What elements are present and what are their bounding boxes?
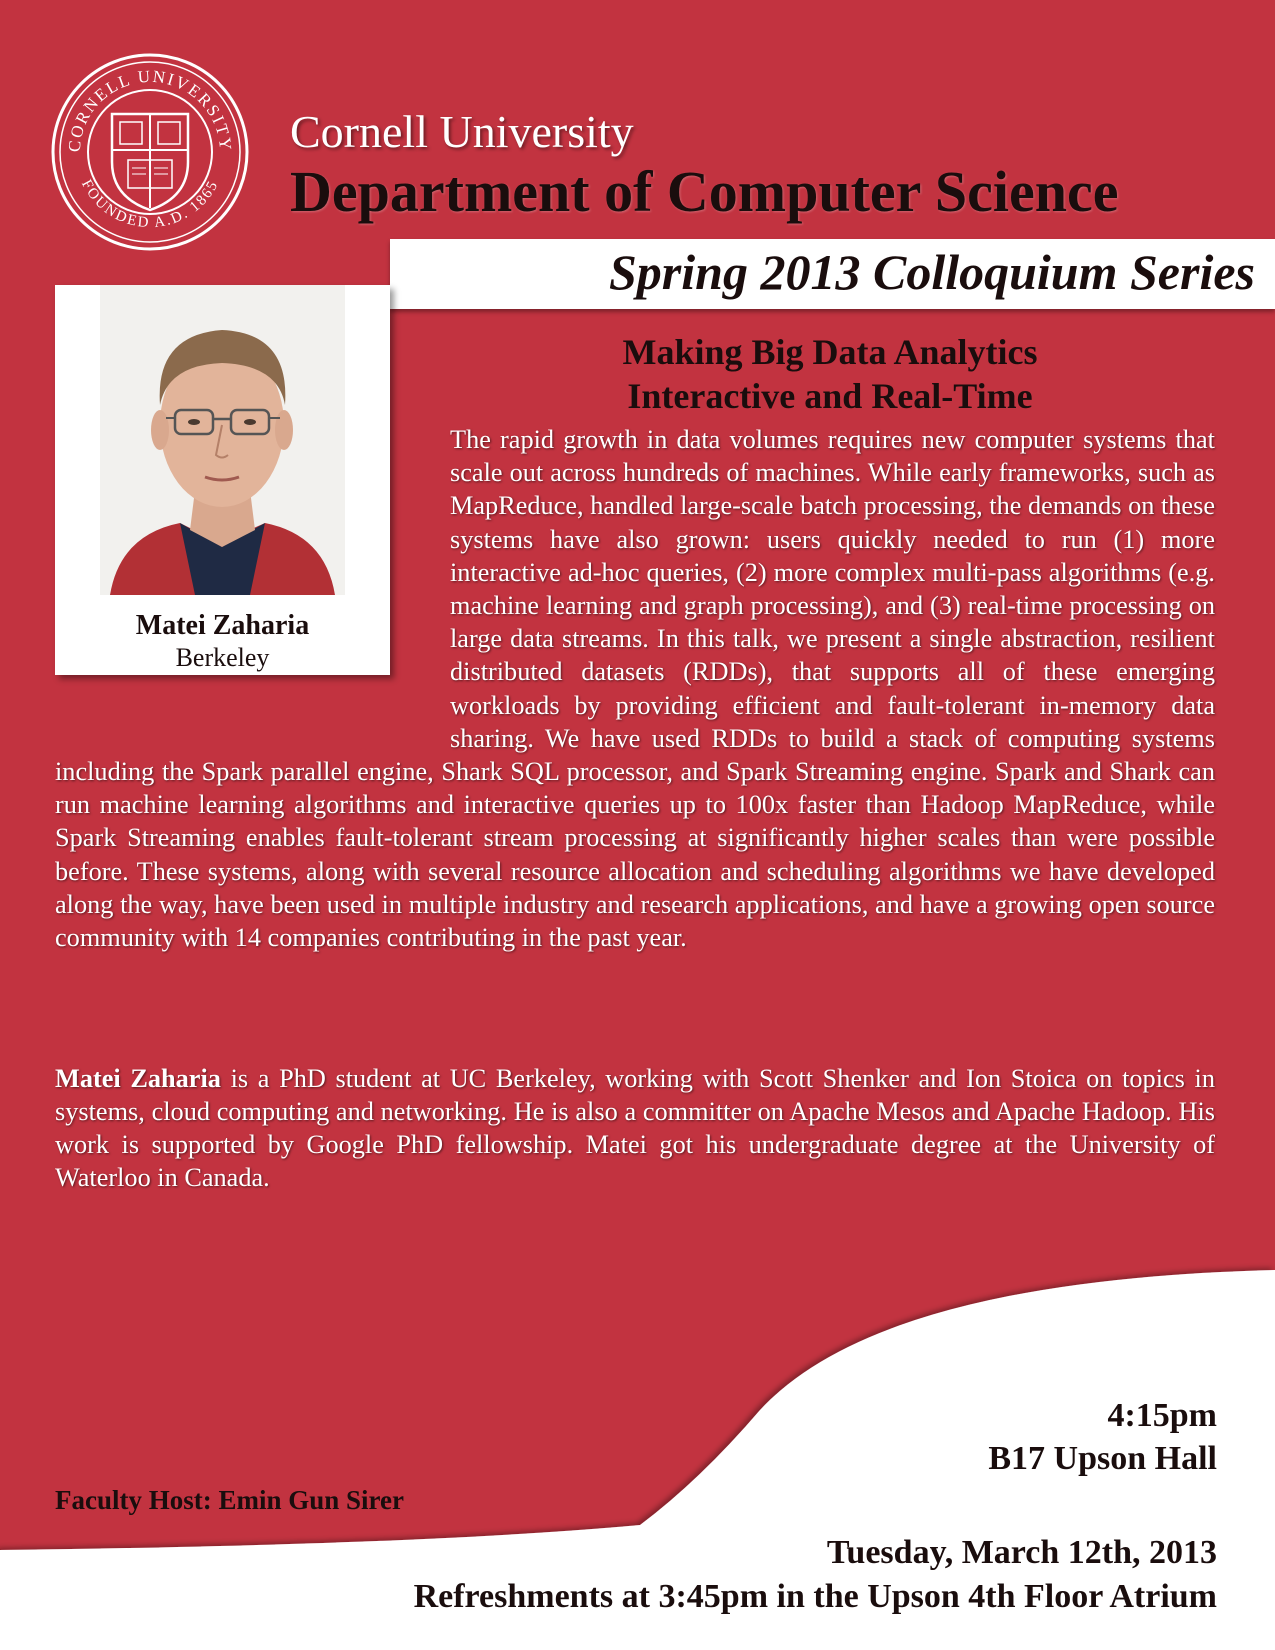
- speaker-affiliation: Berkeley: [175, 643, 270, 672]
- university-name: Cornell University: [290, 106, 634, 157]
- faculty-host: Faculty Host: Emin Gun Sirer: [55, 1485, 405, 1515]
- talk-title-line2: Interactive and Real-Time: [627, 376, 1033, 416]
- event-room: B17 Upson Hall: [988, 1440, 1217, 1477]
- svg-text:CORNELL UNIVERSITY: CORNELL UNIVERSITY: [64, 66, 236, 153]
- bio-text: is a PhD student at UC Berkeley, working with Scott Shenker and Ion Stoica on topics in systems, cloud computing and networking. He is also a committer on Apache Mesos and Apache Hadoop. His work is supported by Google PhD fellowship. Matei got his undergraduate degree at the University of Waterloo in Canada.: [55, 1064, 1215, 1192]
- event-date: Tuesday, March 12th, 2013: [826, 1534, 1217, 1571]
- svg-text:FOUNDED A.D. 1865: FOUNDED A.D. 1865: [77, 177, 223, 232]
- bio-name: Matei Zaharia: [55, 1064, 221, 1093]
- refreshments-info: Refreshments at 3:45pm in the Upson 4th Floor Atrium: [413, 1578, 1217, 1615]
- event-time: 4:15pm: [1107, 1397, 1217, 1434]
- abstract-text: The rapid growth in data volumes requires new computer systems that scale out across hundreds of machines. While early frameworks, such as MapReduce, handled large-scale batch processing, the demands on these systems have also grown: users quickly needed to run (1) more interactive ad-hoc queries, (2) more complex multi-pass algorithms (e.g. machine learning and graph processing), and (3) real-time processing on large data streams. In this talk, we present a single abstraction, resilient distributed datasets (RDDs), that supports all of these emerging workloads by providing efficient and fault-tolerant in-memory data sharing. We have used RDDs to build a stack of computing systems including the Spark parallel engine, Shark SQL processor, and Spark Streaming engine. Spark and Shark can run machine learning algorithms and interactive queries up to 100x faster than Hadoop MapReduce, while Spark Streaming enables fault-tolerant stream processing at significantly higher scales than were possible before. These systems, along with several resource allocation and scheduling algorithms we have developed along the way, have been used in multiple industry and research applications, and have a growing open source community with 14 companies contributing in the past year.: [55, 425, 1215, 953]
- talk-title-line1: Making Big Data Analytics: [622, 332, 1038, 372]
- department-name: Department of Computer Science: [290, 159, 1119, 224]
- series-title: Spring 2013 Colloquium Series: [609, 244, 1255, 300]
- speaker-name: Matei Zaharia: [135, 610, 310, 641]
